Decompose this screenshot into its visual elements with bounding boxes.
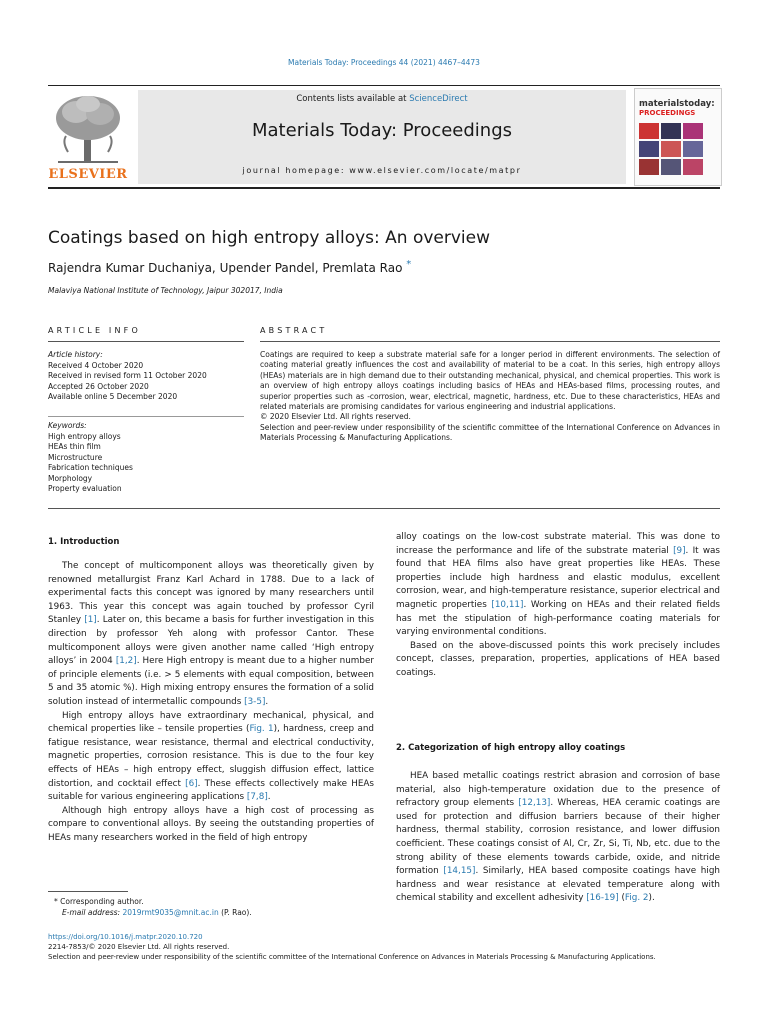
- email-link[interactable]: 2019rmt9035@mnit.ac.in: [122, 908, 219, 917]
- text-run: ), hardness, creep and fatigue resistance, wear resistance, thermal and electrical conductivity, magnetic properties, corrosion resistance. This is due to the four key effects of HEAs – high entropy effect, sluggish diffusion effect, lattice distortion, and cocktail effect: [48, 724, 374, 789]
- cover-tile: [639, 159, 659, 175]
- text-run: . Similarly, HEA based composite coatings have high hardness and wear resistance at elevated temperature along with chemical stability and excellent adhesivity: [396, 866, 720, 904]
- paragraph: [396, 770, 720, 906]
- abstract-body: [260, 350, 720, 444]
- footnote-mark: *: [54, 897, 58, 906]
- text-run: .: [267, 792, 271, 803]
- text-run: The concept of multicomponent alloys was theoretically given by renowned metallurgist Franz Karl Achard in 1788. Due to a lack of experimental facts this concept was ignored by many researchers until 1963. This year this concept was again touched by professor Cyril Stanley: [48, 561, 374, 626]
- article-title: Coatings based on high entropy alloys: An overview: [48, 228, 491, 248]
- abstract-copyright: © 2020 Elsevier Ltd. All rights reserved.: [260, 412, 411, 422]
- footnote-email-line: [48, 907, 374, 918]
- keyword: Property evaluation: [48, 484, 122, 493]
- cover-tile: [683, 141, 703, 157]
- doi-link[interactable]: https://doi.org/10.1016/j.matpr.2020.10.720: [48, 933, 203, 941]
- sciencedirect-link[interactable]: ScienceDirect: [409, 94, 468, 104]
- text-run: . Later on, this became a basis for further investigation in this direction by professor Yeh along with professor Cantor. These multicomponent alloys were given another name called ‘High entropy alloys’ in 2004: [48, 615, 375, 667]
- keyword: Morphology: [48, 473, 93, 483]
- text-run: . Here High entropy is meant due to a higher number of principle elements (i.e. > 5 elements with equal composition, between 5 and 35 atomic %). High mixing entropy ensures the formation of a solid solution instead of intermetallic compounds: [48, 656, 374, 707]
- text-run: alloy coatings on the low-cost substrate material. This was done to increase the performance and life of the substrate material: [396, 532, 720, 556]
- contents-line: [138, 94, 626, 104]
- email-label: E-mail address:: [62, 908, 123, 917]
- footer-peer-review: Selection and peer-review under responsibility of the scientific committee of the International Conference on Advances in Materials Processing & Manufacturing Applications.: [48, 953, 656, 961]
- section-heading: 1. Introduction: [48, 537, 120, 547]
- citation-link[interactable]: [14,15]: [443, 866, 476, 877]
- homepage-url[interactable]: www.elsevier.com/locate/matpr: [349, 166, 522, 175]
- authors: Rajendra Kumar Duchaniya, Upender Pandel, Premlata Rao: [48, 261, 403, 275]
- tree-icon: [48, 92, 128, 166]
- journal-homepage: [138, 166, 626, 175]
- journal-title: Materials Today: Proceedings: [252, 120, 512, 141]
- abstract-heading: ABSTRACT: [260, 326, 328, 335]
- body-column-right-2: [396, 770, 720, 906]
- journal-citation[interactable]: Materials Today: Proceedings 44 (2021) 4467–4473: [288, 58, 480, 67]
- header-rule-thick: [48, 187, 720, 189]
- section-rule: [260, 341, 720, 342]
- text-run: .: [265, 696, 269, 707]
- cover-tile: [639, 141, 659, 157]
- figure-link[interactable]: Fig. 1: [249, 724, 274, 735]
- section-rule: [48, 341, 244, 342]
- footnote-label: Corresponding author.: [60, 897, 144, 906]
- cover-tile: [661, 123, 681, 139]
- abstract-text: Coatings are required to keep a substrate material safe for a longer period in different environments. The selection of coating material greatly influences the cost and availability of material to be a coat. In this series, high entropy alloys (HEAs) materials are in high demand due to their outstanding mechanical, physical, and chemical properties. This work is an overview of high entropy alloys coatings including basics of HEAs and HEAs-based films, processing routes, and superior properties such as -corrosion, wear, electrical, magnetic, hardness, etc. Due to these characteristics, HEAs and related materials are promising candidates for various engineering and industrial applications.: [260, 350, 720, 412]
- body-column-left: [48, 560, 374, 845]
- cover-title: materialstoday:: [639, 99, 715, 109]
- citation-link[interactable]: [3-5]: [244, 696, 266, 707]
- author-list: [48, 259, 411, 275]
- text-run: . Working on HEAs and their related fields has met the stipulation of high-performance coating materials for varying environmental conditions.: [396, 599, 720, 638]
- citation-link[interactable]: [6]: [185, 778, 198, 789]
- body-column-right: [396, 531, 720, 681]
- section-rule: [48, 416, 244, 417]
- keywords: [48, 421, 248, 495]
- footnote: [48, 896, 374, 918]
- text-run: (: [618, 893, 625, 904]
- citation-link[interactable]: [9]: [673, 545, 686, 556]
- text-run: High entropy alloys have extraordinary mechanical, physical, and chemical properties like – tensile properties (: [48, 710, 374, 735]
- history-item: Received in revised form 11 October 2020: [48, 371, 207, 380]
- email-suffix: (P. Rao).: [218, 908, 252, 917]
- paragraph: [396, 531, 720, 640]
- text-run: ).: [648, 893, 655, 904]
- contents-prefix: Contents lists available at: [296, 94, 410, 104]
- footnote-line: [48, 896, 374, 907]
- citation-link[interactable]: [7,8]: [246, 792, 268, 803]
- citation-link[interactable]: [10,11]: [491, 599, 524, 610]
- homepage-prefix: journal homepage:: [242, 166, 350, 175]
- paragraph: Although high entropy alloys have a high cost of processing as compare to conventional alloys. By seeing the outstanding properties of HEAs many researchers worked in the field of high entropy: [48, 805, 374, 843]
- paragraph: Based on the above-discussed points this work precisely includes concept, classes, preparation, properties, applications of HEA based coatings.: [396, 640, 720, 678]
- citation-link[interactable]: [12,13]: [518, 798, 551, 809]
- cover-tile: [683, 159, 703, 175]
- section-rule: [48, 508, 720, 509]
- article-info-heading: ARTICLE INFO: [48, 326, 141, 335]
- publisher-name: ELSEVIER: [48, 167, 128, 182]
- abstract-peer-review: Selection and peer-review under responsibility of the scientific committee of the International Conference on Advances in Materials Processing & Manufacturing Applications.: [260, 422, 720, 443]
- issn-line: 2214-7853/© 2020 Elsevier Ltd. All rights reserved.: [48, 943, 230, 951]
- page-footer: [48, 932, 728, 962]
- citation-link[interactable]: [1]: [84, 615, 97, 626]
- cover-subtitle: PROCEEDINGS: [639, 109, 696, 117]
- keyword: HEAs thin film: [48, 442, 101, 451]
- text-run: . Whereas, HEA ceramic coatings are used for protection and diffusion barriers because of their higher hardness, thermal stability, corrosion resistance, and lower diffusion coefficient. These coatings consist of Al, Cr, Zr, Si, Ti, Nb, etc. due to the strong ability of these elements towards carbide, oxide, and nitride formation: [396, 798, 720, 877]
- history-item: Accepted 26 October 2020: [48, 381, 149, 391]
- paragraph: [48, 710, 374, 805]
- cover-tile: [683, 123, 703, 139]
- paragraph: [48, 560, 374, 710]
- cover-tile: [661, 141, 681, 157]
- history-item: Received 4 October 2020: [48, 360, 144, 370]
- affiliation: Malaviya National Institute of Technology, Jaipur 302017, India: [48, 286, 283, 295]
- history-item: Available online 5 December 2020: [48, 392, 178, 401]
- figure-link[interactable]: Fig. 2: [624, 893, 649, 904]
- citation-link[interactable]: [1,2]: [115, 656, 137, 667]
- cover-tile: [639, 123, 659, 139]
- history-label: Article history:: [48, 350, 103, 359]
- cover-tile: [661, 159, 681, 175]
- text-run: HEA based metallic coatings restrict abrasion and corrosion of base material, also high-temperature oxidation due to the presence of refractory group elements: [396, 771, 720, 809]
- section-heading: 2. Categorization of high entropy alloy coatings: [396, 743, 626, 753]
- keyword: High entropy alloys: [48, 431, 121, 441]
- keyword: Fabrication techniques: [48, 463, 133, 472]
- keywords-label: Keywords:: [48, 421, 87, 430]
- citation-link[interactable]: [16-19]: [586, 893, 619, 904]
- article-history: [48, 350, 248, 403]
- journal-cover: [634, 88, 722, 186]
- elsevier-logo: [48, 92, 128, 182]
- keyword: Microstructure: [48, 452, 103, 462]
- header-rule: [48, 85, 720, 86]
- footnote-rule: [48, 891, 128, 892]
- corresponding-author-mark[interactable]: *: [406, 259, 412, 270]
- text-run: . It was found that HEA films also have great properties like HEAs. These properties include high hardness and elastic modulus, excellent corrosion, wear, and high-temperature resistance, superior electrical and magnetic properties: [396, 545, 720, 610]
- text-run: . These effects collectively make HEAs suitable for various engineering applications: [48, 778, 374, 803]
